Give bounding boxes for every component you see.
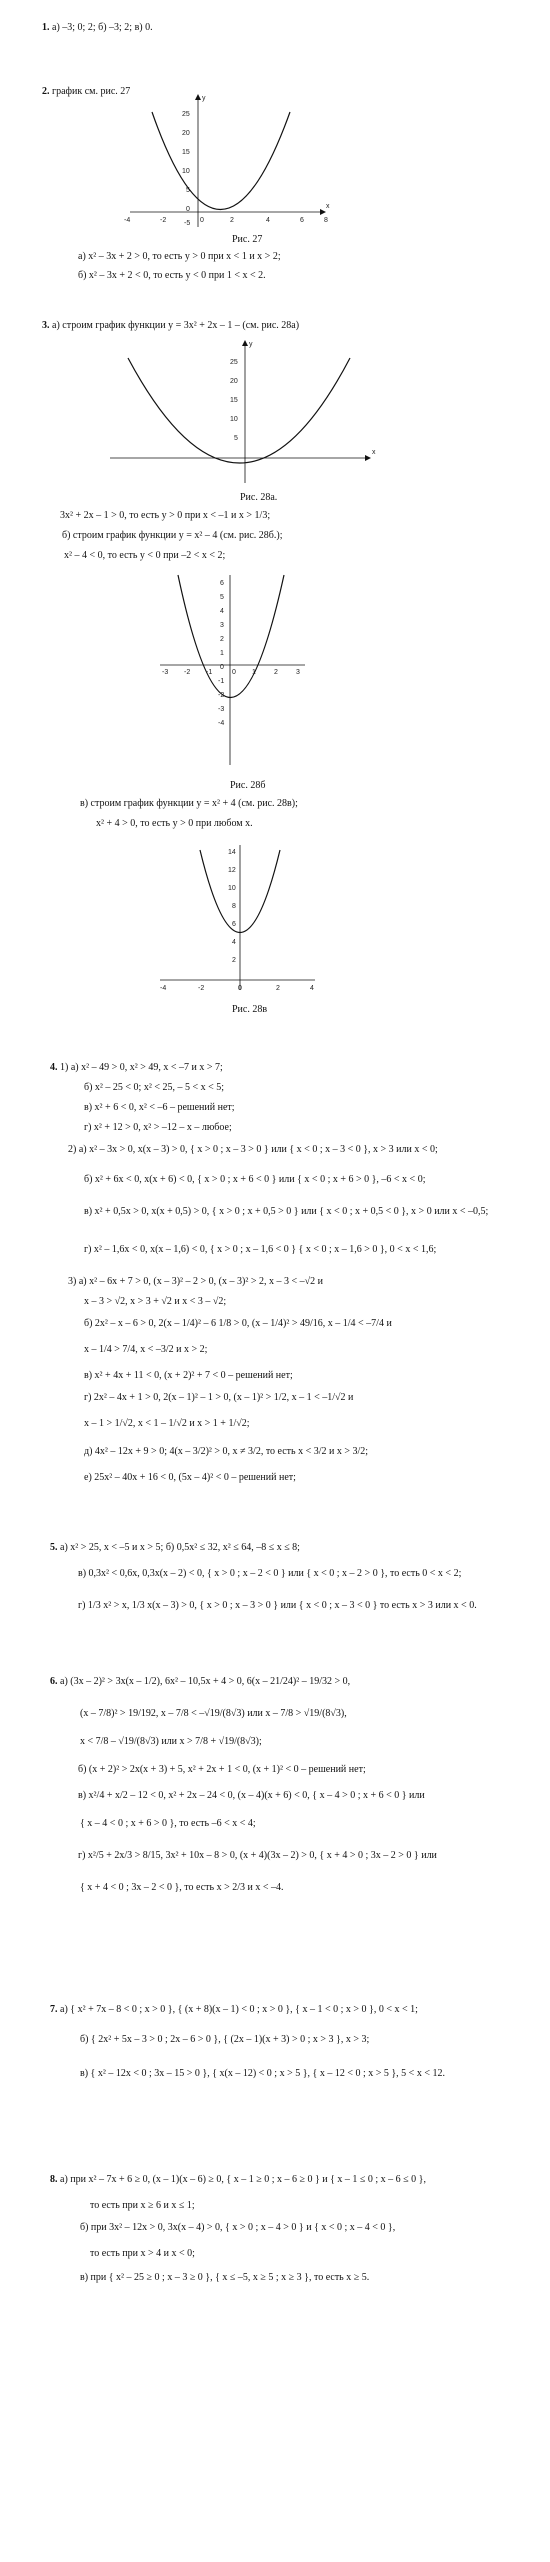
y-tick: 12 [228,867,236,874]
task-6-line: { x – 4 < 0 ; x + 6 > 0 }, то есть –6 < x < 4; [80,1818,256,1829]
task-6-line: { x + 4 < 0 ; 3x – 2 < 0 }, то есть x > 2/3 и x < –4. [80,1882,284,1893]
y-tick: 4 [232,939,236,946]
y-ticks [182,111,190,227]
x-ticks [124,217,328,224]
y-tick: -4 [218,720,225,727]
task-2: 2. график см. рис. 27 [42,86,131,97]
y-tick: 5 [186,187,190,194]
x-tick: 1 [252,669,256,676]
figure-28a-parabola [110,338,380,488]
task-8-line: 8. а) при x² – 7x + 6 ≥ 0, (x – 1)(x – 6) ≥ 0, { x – 1 ≥ 0 ; x – 6 ≥ 0 } и { x – 1 ≤ 0 ; x – 6 ≤ 0 }, [50,2174,426,2185]
task-4-line: б) x² – 25 < 0; x² < 25, – 5 < x < 5; [84,1082,225,1093]
y-axis-label: y [249,341,253,348]
y-tick: 25 [182,111,190,118]
y-tick: -3 [218,706,225,713]
task-4-line: 3) а) x² – 6x + 7 > 0, (x – 3)² – 2 > 0, (x – 3)² > 2, x – 3 < –√2 и [68,1276,323,1287]
task-4-line: д) 4x² – 12x + 9 > 0; 4(x – 3/2)² > 0, x ≠ 3/2, то есть x < 3/2 и x > 3/2; [84,1446,369,1457]
x-tick: 4 [266,217,270,224]
y-tick: 14 [228,849,236,856]
task-6-line: 6. а) (3x – 2)² > 3x(x – 1/2), 6x² – 10,5x + 4 > 0, 6(x – 21/24)² – 19/32 > 0, [50,1676,351,1687]
y-tick: 5 [220,594,224,601]
task-7-line: в) { x² – 12x < 0 ; 3x – 15 > 0 }, { x(x – 12) < 0 ; x > 5 }, { x – 12 < 0 ; x > 5 }, 5 < x < 12. [80,2068,445,2079]
figure-28b-caption: Рис. 28б [230,780,266,791]
y-tick: 6 [220,580,224,587]
x-tick: 0 [232,669,236,676]
y-tick: 5 [234,435,238,442]
y-ticks [228,849,236,964]
y-ticks [218,580,224,727]
task-6-line: г) x²/5 + 2x/3 > 8/15, 3x² + 10x – 8 > 0, (x + 4)(3x – 2) > 0, { x + 4 > 0 ; 3x – 2 > 0 } или [78,1850,437,1861]
x-tick: -2 [160,217,167,224]
x-tick: 0 [238,985,242,992]
x-axis-label: x [372,449,376,456]
task-6-line: (x – 7/8)² > 19/192, x – 7/8 < –√19/(8√3) или x – 7/8 > √19/(8√3), [80,1708,347,1719]
figure-28b-parabola [160,570,310,770]
task-3a-inequality: 3x² + 2x – 1 > 0, то есть y > 0 при x < –1 и x > 1/3; [60,510,271,521]
x-tick: -4 [160,985,167,992]
x-ticks [160,985,314,992]
y-tick: 2 [220,636,224,643]
task-4-line: г) x² – 1,6x < 0, x(x – 1,6) < 0, { x > 0 ; x – 1,6 < 0 } { x < 0 ; x – 1,6 > 0 }, 0 < x < 1,6; [84,1244,437,1255]
x-tick: -4 [124,217,131,224]
task-4-line: в) x² + 0,5x > 0, x(x + 0,5) > 0, { x > 0 ; x + 0,5 > 0 } или { x < 0 ; x + 0,5 < 0 }, x > 0 или x < –0,5; [84,1206,489,1217]
task-4-line: x – 3 > √2, x > 3 + √2 и x < 3 – √2; [84,1296,227,1307]
task-4-line: б) x² + 6x < 0, x(x + 6) < 0, { x > 0 ; x + 6 < 0 } или { x < 0 ; x + 6 > 0 }, –6 < x < 0; [84,1174,426,1185]
task-4-line: x – 1 > 1/√2, x < 1 – 1/√2 и x > 1 + 1/√2; [84,1418,250,1429]
x-tick: 8 [324,217,328,224]
task-3b: б) строим график функции y = x² – 4 (см. рис. 28б.); [62,530,283,541]
task-4-line: б) 2x² – x – 6 > 0, 2(x – 1/4)² – 6 1/8 > 0, (x – 1/4)² > 49/16, x – 1/4 < –7/4 и [84,1318,392,1329]
y-tick: 10 [228,885,236,892]
task-4-line: x – 1/4 > 7/4, x < –3/2 и x > 2; [84,1344,208,1355]
task-4-line: 2) а) x² – 3x > 0, x(x – 3) > 0, { x > 0 ; x – 3 > 0 } или { x < 0 ; x – 3 < 0 }, x > 3 или x < 0; [68,1144,438,1155]
task-3a: 3. а) строим график функции y = 3x² + 2x – 1 – (см. рис. 28а) [42,320,300,331]
x-tick: 4 [310,985,314,992]
task-7-line: 7. а) { x² + 7x – 8 < 0 ; x > 0 }, { (x + 8)(x – 1) < 0 ; x > 0 }, { x – 1 < 0 ; x > 0 }, 0 < x < 1; [50,2004,418,2015]
y-tick: 3 [220,622,224,629]
task-8-line: то есть при x > 4 и x < 0; [90,2248,195,2259]
x-tick: 2 [230,217,234,224]
task-1: 1. а) –3; 0; 2; б) –3; 2; в) 0. [42,22,153,33]
task-4-line: в) x² + 6 < 0, x² < –6 – решений нет; [84,1102,235,1113]
y-tick: 2 [232,957,236,964]
x-tick: -2 [198,985,205,992]
task-4-line: е) 25x² – 40x + 16 < 0, (5x – 4)² < 0 – решений нет; [84,1472,296,1483]
task-6-line: б) (x + 2)² > 2x(x + 3) + 5, x² + 2x + 1 < 0, (x + 1)² < 0 – решений нет; [78,1764,366,1775]
figure-27-parabola [124,92,330,232]
figure-28c-parabola [160,840,320,1000]
y-tick: 4 [220,608,224,615]
x-ticks [162,669,300,676]
task-4-line: г) 2x² – 4x + 1 > 0, 2(x – 1)² – 1 > 0, (x – 1)² > 1/2, x – 1 < –1/√2 и [84,1392,354,1403]
y-tick: 6 [232,921,236,928]
task-5-line: г) 1/3 x² > x, 1/3 x(x – 3) > 0, { x > 0 ; x – 3 > 0 } или { x < 0 ; x – 3 < 0 } то есть x > 3 или x < 0. [78,1600,477,1611]
task-8-line: в) при { x² – 25 ≥ 0 ; x – 3 ≥ 0 }, { x ≤ –5, x ≥ 5 ; x ≥ 3 }, то есть x ≥ 5. [80,2272,370,2283]
x-tick: 0 [200,217,204,224]
figure-28c-caption: Рис. 28в [232,1004,268,1015]
task-4-line: 4. 1) а) x² – 49 > 0, x² > 49, x < –7 и x > 7; [50,1062,223,1073]
y-tick: 25 [230,359,238,366]
task-6-line: x < 7/8 – √19/(8√3) или x > 7/8 + √19/(8√3); [80,1736,262,1747]
task-5-line: в) 0,3x² < 0,6x, 0,3x(x – 2) < 0, { x > 0 ; x – 2 < 0 } или { x < 0 ; x – 2 > 0 }, то есть 0 < x < 2; [78,1568,462,1579]
y-tick: -2 [218,692,225,699]
x-tick: -2 [184,669,191,676]
y-tick: 10 [182,168,190,175]
y-tick: -5 [184,220,191,227]
x-tick: 6 [300,217,304,224]
y-tick: 0 [220,664,224,671]
x-tick: 3 [296,669,300,676]
y-tick: 0 [186,206,190,213]
x-tick: -1 [206,669,213,676]
task-7-line: б) { 2x² + 5x – 3 > 0 ; 2x – 6 > 0 }, { (2x – 1)(x + 3) > 0 ; x > 3 }, x > 3; [80,2034,370,2045]
y-tick: 20 [182,130,190,137]
task-4-line: в) x² + 4x + 11 < 0, (x + 2)² + 7 < 0 – решений нет; [84,1370,293,1381]
figure-28a-caption: Рис. 28а. [240,492,278,503]
x-axis-label: x [326,203,330,210]
x-tick: 2 [274,669,278,676]
figure-27-caption: Рис. 27 [232,234,263,245]
y-tick: 10 [230,416,238,423]
task-4-line: г) x² + 12 > 0, x² > –12 – x – любое; [84,1122,232,1133]
x-tick: 2 [276,985,280,992]
task-6-line: в) x²/4 + x/2 – 12 < 0, x² + 2x – 24 < 0, (x – 4)(x + 6) < 0, { x – 4 > 0 ; x + 6 < 0 } или [78,1790,425,1801]
task-8-line: б) при 3x² – 12x > 0, 3x(x – 4) > 0, { x > 0 ; x – 4 > 0 } и { x < 0 ; x – 4 < 0 }, [80,2222,396,2233]
task-2a: а) x² – 3x + 2 > 0, то есть y > 0 при x < 1 и x > 2; [78,251,281,262]
y-tick: 20 [230,378,238,385]
task-3c-inequality: x² + 4 > 0, то есть y > 0 при любом x. [96,818,253,829]
y-axis-label: y [202,95,206,102]
task-8-line: то есть при x ≥ 6 и x ≤ 1; [90,2200,195,2211]
y-tick: -1 [218,678,225,685]
y-tick: 1 [220,650,224,657]
task-2b: б) x² – 3x + 2 < 0, то есть y < 0 при 1 < x < 2. [78,270,266,281]
x-tick: -3 [162,669,169,676]
task-3c: в) строим график функции y = x² + 4 (см. рис. 28в); [80,798,298,809]
y-tick: 15 [230,397,238,404]
y-tick: 8 [232,903,236,910]
task-3b-inequality: x² – 4 < 0, то есть y < 0 при –2 < x < 2; [64,550,226,561]
y-tick: 15 [182,149,190,156]
task-5-line: 5. а) x² > 25, x < –5 и x > 5; б) 0,5x² ≤ 32, x² ≤ 64, –8 ≤ x ≤ 8; [50,1542,300,1553]
